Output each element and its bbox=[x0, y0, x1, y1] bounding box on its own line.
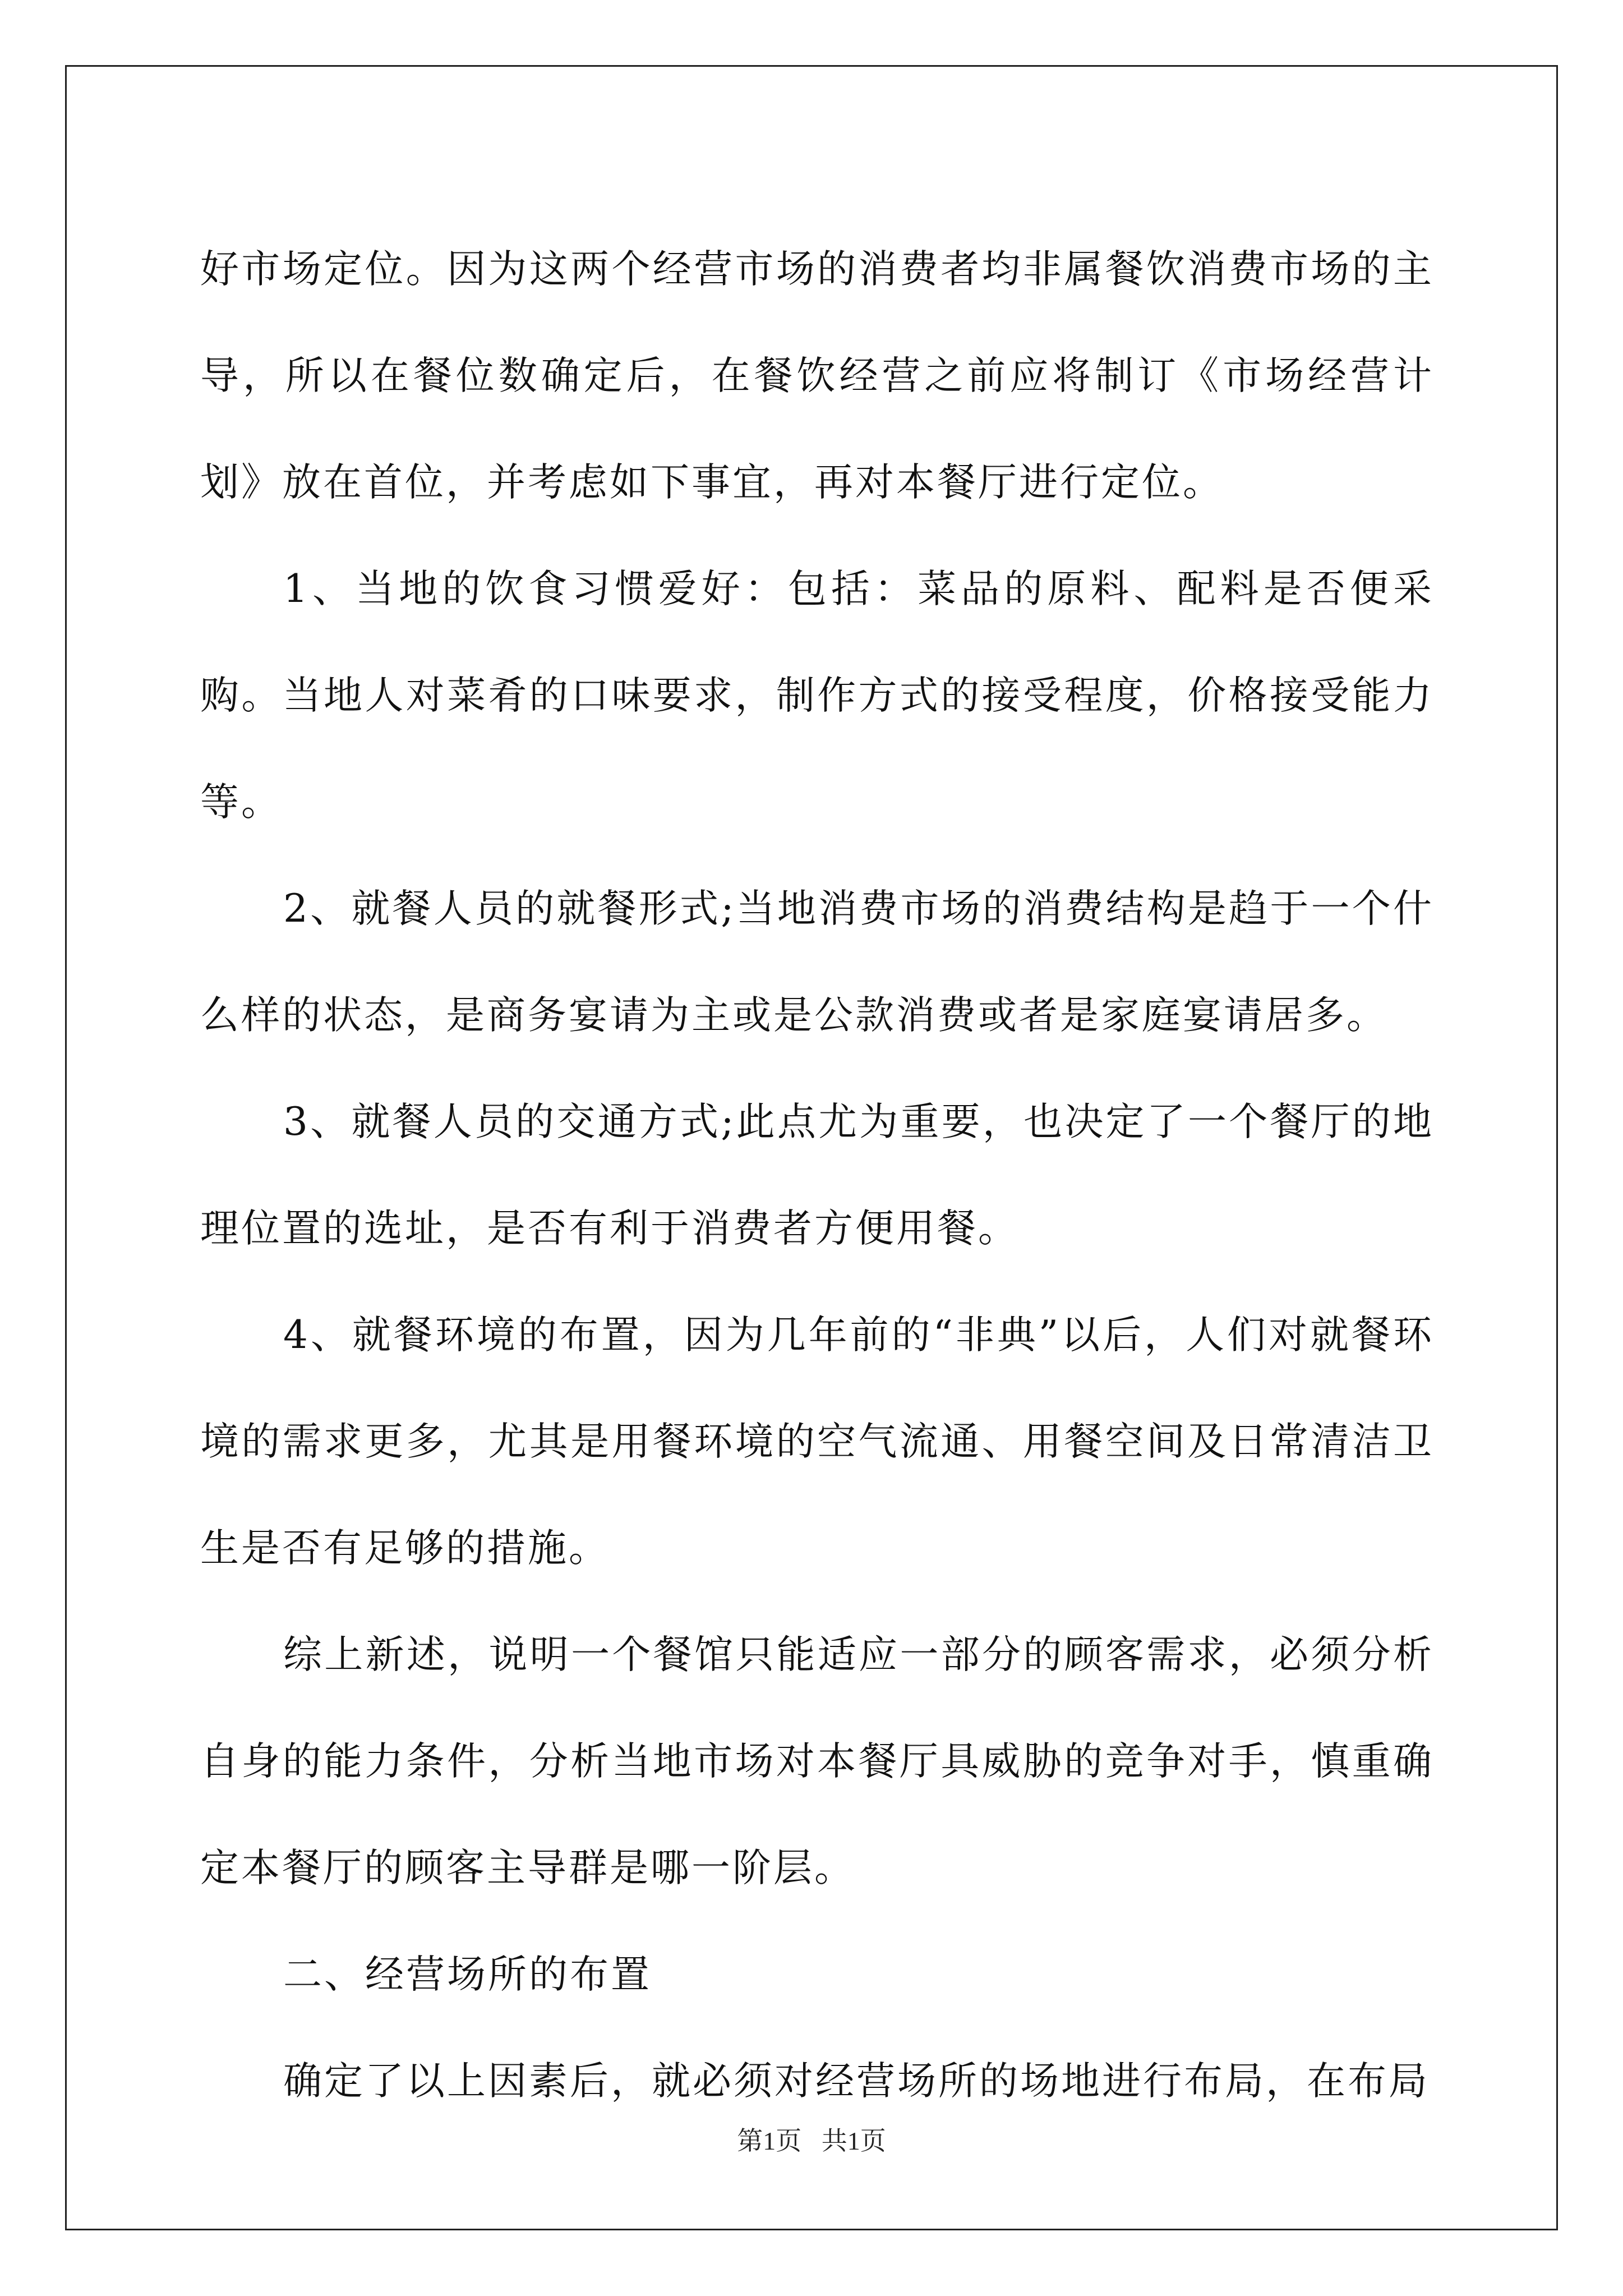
page-footer bbox=[0, 2120, 1623, 2157]
paragraph-item-2: 2、就餐人员的就餐形式;当地消费市场的消费结构是趋于一个什么样的状态，是商务宴请为主或是公款消费或者是家庭宴请居多。 bbox=[200, 886, 1434, 1038]
section-heading: 二、经营场所的布置 bbox=[283, 1952, 652, 1997]
paragraph-item-4: 4、就餐环境的布置，因为几年前的“非典”以后，人们对就餐环境的需求更多，尤其是用餐环境的空气流通、用餐空间及日常清洁卫生是否有足够的措施。 bbox=[200, 1313, 1434, 1571]
paragraph-summary: 综上新述，说明一个餐馆只能适应一部分的顾客需求，必须分析自身的能力条件，分析当地市场对本餐厅具威胁的竞争对手，慎重确定本餐厅的顾客主导群是哪一阶层。 bbox=[200, 1632, 1434, 1890]
page-number-current: 第1页 bbox=[737, 2127, 802, 2155]
paragraph-layout: 确定了以上因素后，就必须对经营场所的场地进行布局，在布局 bbox=[283, 2059, 1430, 2104]
paragraph-continuation: 好市场定位。因为这两个经营市场的消费者均非属餐饮消费市场的主导，所以在餐位数确定后，在餐饮经营之前应将制订《市场经营计划》放在首位，并考虑如下事宜，再对本餐厅进行定位。 bbox=[200, 247, 1434, 505]
document-body bbox=[200, 216, 1434, 2134]
paragraph-item-1: 1、当地的饮食习惯爱好：包括：菜品的原料、配料是否便采购。当地人对菜肴的口味要求，制作方式的接受程度，价格接受能力等。 bbox=[200, 567, 1434, 825]
paragraph-item-3: 3、就餐人员的交通方式;此点尤为重要，也决定了一个餐厅的地理位置的选址，是否有利于消费者方便用餐。 bbox=[200, 1099, 1434, 1251]
page-number-total: 共1页 bbox=[821, 2127, 886, 2155]
